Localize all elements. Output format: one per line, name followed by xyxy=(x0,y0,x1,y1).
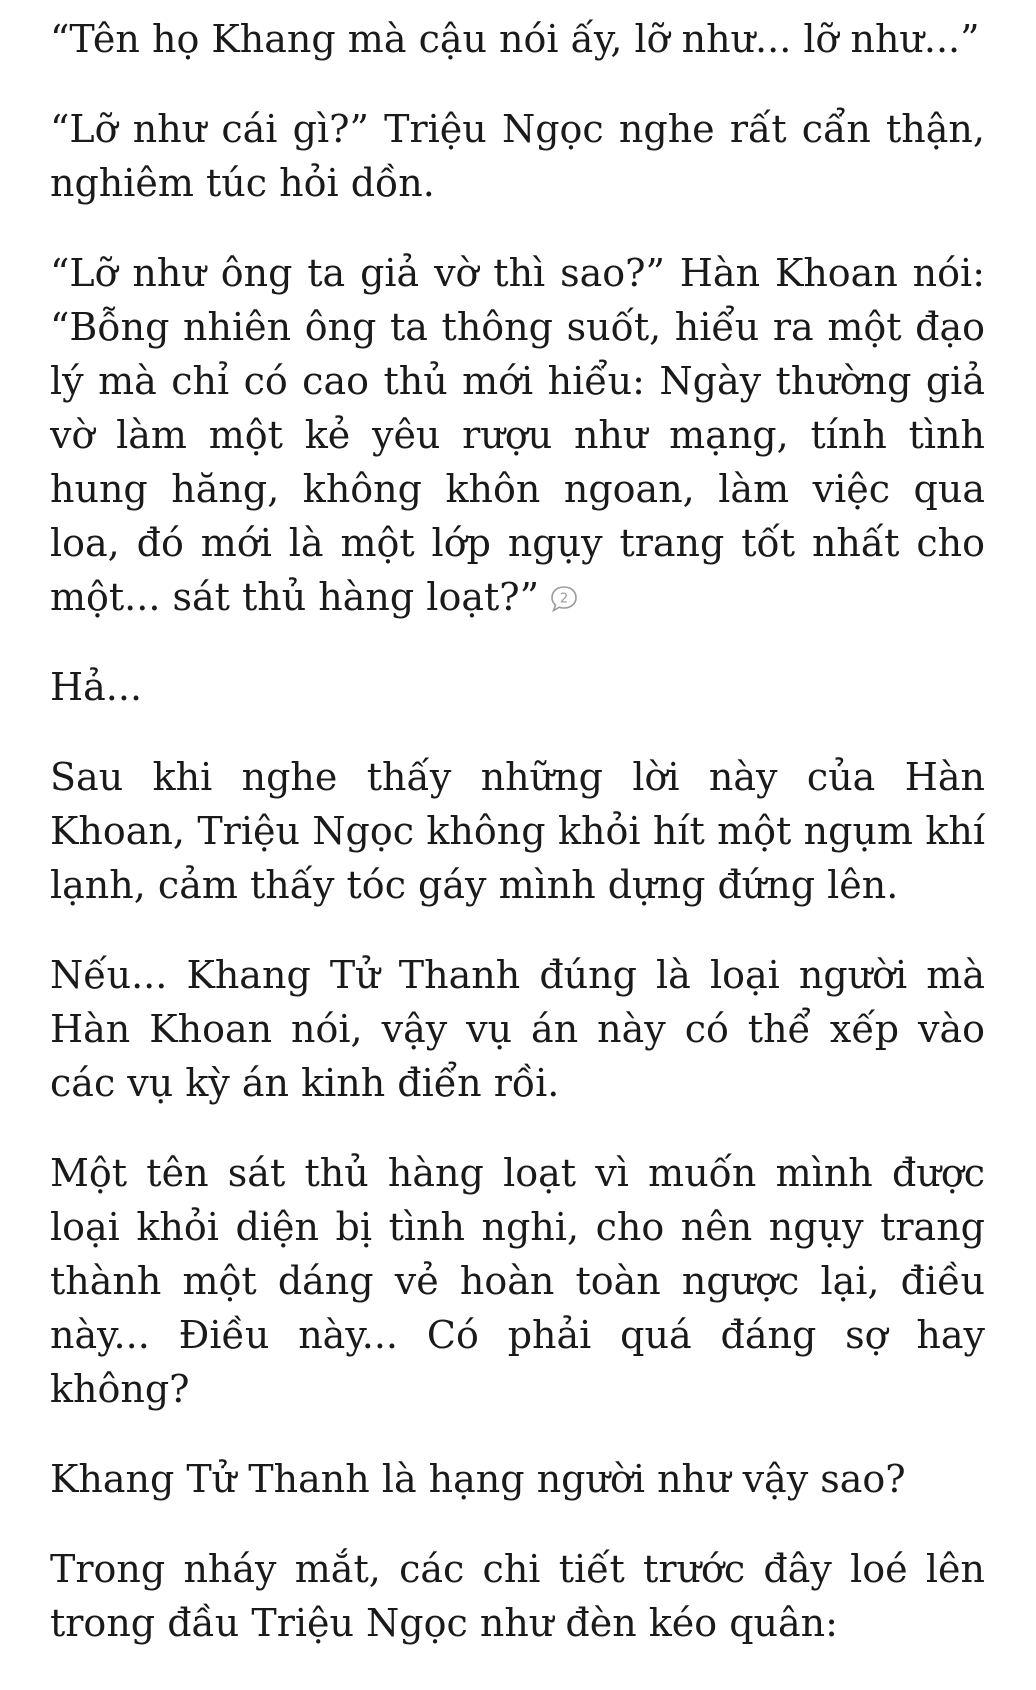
paragraph: “Lỡ như cái gì?” Triệu Ngọc nghe rất cẩn thận, nghiêm túc hỏi dồn. xyxy=(50,107,985,205)
comment-count: 2 xyxy=(559,591,569,607)
paragraph: Hả... xyxy=(50,665,143,709)
paragraph: Nếu... Khang Tử Thanh đúng là loại người mà Hàn Khoan nói, vậy vụ án này có thể xếp vào các vụ kỳ án kinh điển rồi. xyxy=(50,953,985,1105)
paragraph: Sau khi nghe thấy những lời này của Hàn Khoan, Triệu Ngọc không khỏi hít một ngụm khí lạnh, cảm thấy tóc gáy mình dựng đứng lên. xyxy=(50,755,985,907)
paragraph: Khang Tử Thanh là hạng người như vậy sao? xyxy=(50,1457,906,1501)
chapter-text xyxy=(50,12,985,1686)
comment-bubble-icon[interactable] xyxy=(549,584,579,614)
paragraph: “Tên họ Khang mà cậu nói ấy, lỡ như... lỡ như...” xyxy=(50,17,980,61)
paragraph: Trong nháy mắt, các chi tiết trước đây loé lên trong đầu Triệu Ngọc như đèn kéo quân: xyxy=(50,1547,985,1645)
paragraph: Một tên sát thủ hàng loạt vì muốn mình được loại khỏi diện bị tình nghi, cho nên ngụy trang thành một dáng vẻ hoàn toàn ngược lại, điều này... Điều này... Có phải quá đáng sợ hay không? xyxy=(50,1151,985,1411)
paragraph: “Lỡ như ông ta giả vờ thì sao?” Hàn Khoan nói: “Bỗng nhiên ông ta thông suốt, hiểu ra một đạo lý mà chỉ có cao thủ mới hiểu: Ngày thường giả vờ làm một kẻ yêu rượu như mạng, tính tình hung hăng, không khôn ngoan, làm việc qua loa, đó mới là một lớp ngụy trang tốt nhất cho một... sát thủ hàng loạt?” 2 xyxy=(50,251,985,619)
